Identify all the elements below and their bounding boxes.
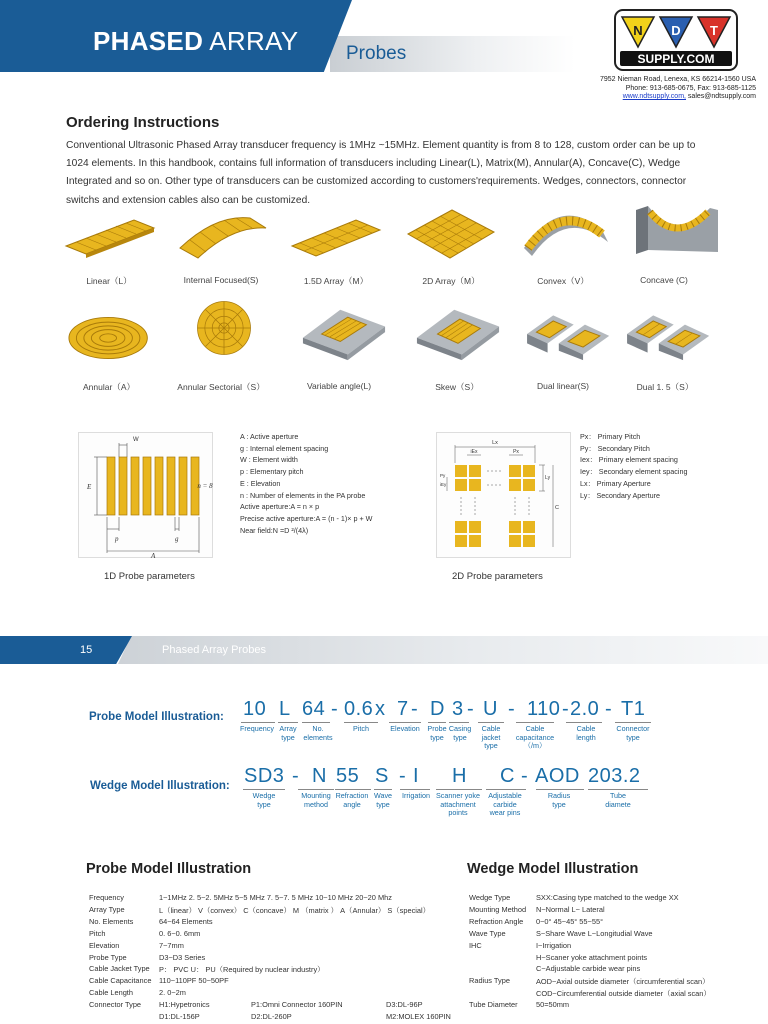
wedge-model-code-part: S — [375, 765, 389, 787]
wedge-model-label: Wedge Model Illustration: — [90, 780, 230, 792]
wedge-model-segment-label: Tube diamete — [605, 791, 631, 809]
wedge-table-row-value: 50=50mm — [536, 1000, 570, 1010]
probe-type-label: Annular（A） — [83, 382, 135, 392]
probe-model-code-part: 0.6 — [344, 698, 374, 720]
wedge-model-segment-label: Mounting method — [301, 791, 331, 809]
wedge-model-segment-label: Refraction angle — [335, 791, 369, 809]
probe-model-code-part: D — [430, 698, 445, 720]
probe-type-label: Convex（V） — [537, 276, 589, 286]
wedge-table-row-value: N~Normal L~ Lateral — [536, 904, 605, 914]
probe-model-label: Probe Model Illustration: — [89, 711, 224, 723]
lbl-2d-px: Px — [513, 449, 519, 455]
wedge-table-row-value: S~Share Wave L~Longitudial Wave — [536, 928, 653, 938]
probe-table-row-label: Cable Length — [89, 988, 133, 998]
probe-model-code-underline — [302, 722, 330, 723]
wedge-table-row-value: COD~Circumferential outside diameter（axial scan） — [536, 989, 711, 999]
wedge-model-code-underline — [374, 789, 392, 790]
wedge-model-segment-label: Wave type — [373, 791, 393, 809]
probe-type-label: Skew（S） — [435, 382, 479, 392]
wedge-model-code-part: AOD — [535, 765, 580, 787]
lbl-1d-w: W — [133, 437, 139, 443]
lbl-1d-e: E — [87, 483, 92, 491]
probe-model-code-underline — [344, 722, 378, 723]
ordering-title: Ordering Instructions — [66, 114, 220, 131]
lbl-2d-py: Py — [440, 473, 446, 478]
lbl-1d-n: n = 8 — [197, 482, 213, 490]
probe-model-code-part: 10 — [243, 698, 267, 720]
page-title: PHASED ARRAY — [93, 26, 299, 56]
probe-table-row-label: Array Type — [89, 904, 125, 914]
probe-model-code-underline — [241, 722, 275, 723]
wedge-model-code-underline — [486, 789, 526, 790]
probe-model-segment-label: Array type — [279, 724, 297, 742]
wedge-model-code-part: SD3 — [244, 765, 285, 787]
concave-icon — [628, 200, 724, 256]
wedge-table-row-label: Mounting Method — [469, 904, 527, 914]
wedge-table-row-value: 0~0° 45~45° 55~55° — [536, 916, 604, 926]
probe-model-code-part: - — [605, 698, 613, 720]
probe-model-code-part: 64 — [302, 698, 326, 720]
probe-model-code-part: L — [279, 698, 291, 720]
probe-table-row-value: D3~D3 Series — [159, 952, 206, 962]
ordering-body: Conventional Ultrasonic Phased Array transducer frequency is 1MHz ~15MHz. Element quantity is from 8 to 128, custom order can be up to 1024 elements. In this handbook, contains full information of transducers including Linear(L), Matrix(M), Annular(A), Concave(C), Wedge Integrated and so on. Other type of transducers can be customized according to customers'requirements. Wedges, connectors, connector switchs and extension cables also can be customized. — [66, 140, 696, 206]
probe-model-code-underline — [615, 722, 651, 723]
probe-table-row-label: Elevation — [89, 940, 120, 950]
probe-model-segment-label: Cable capacitance （/m） — [515, 724, 555, 750]
probe-model-code-part: 7 — [397, 698, 409, 720]
probe-model-code-underline — [478, 722, 504, 723]
probe-model-code-part: 2.0 — [570, 698, 600, 720]
probe-table-row-value: 2. 0~2m — [159, 988, 186, 998]
probe-table-row-value: 110~110PF 50~50PF — [159, 976, 229, 986]
wedge-model-segment-label: Irrigation — [402, 791, 430, 800]
probe-type-label: Concave (C) — [640, 275, 688, 285]
probe-model-code-part: - — [467, 698, 475, 720]
probe-table-row-value: 7~7mm — [159, 940, 184, 950]
dual-1-5-icon — [622, 306, 718, 362]
wedge-model-code-underline — [243, 789, 285, 790]
wedge-table-row-label: Wedge Type — [469, 893, 511, 902]
lbl-1d-p: p — [115, 535, 119, 543]
wedge-table-row-label: IHC — [469, 940, 482, 950]
lbl-2d-c: C — [555, 505, 559, 511]
probe-table-row-value: 0. 6~0. 6mm — [159, 928, 201, 938]
wedge-model-code-part: - — [292, 765, 300, 787]
skew-icon — [410, 306, 506, 362]
probe-table-row-value: D2:DL-260P — [251, 1012, 292, 1021]
params-2d-legend: Px： Primary Pitch Py： Secondary Pitch Iex： Primary element spacing Iey： Secondary element spacing Lx： Primary Aperture Ly： Secondary Aperture — [580, 432, 688, 500]
probe-table-row-label: No. Elements — [89, 916, 134, 926]
probe-table-row-value: 1~1MHz 2. 5~2. 5MHz 5~5 MHz 7. 5~7. 5 MHz 10~10 MHz 20~20 Mhz — [159, 893, 392, 902]
probe-model-code-underline — [278, 722, 298, 723]
wedge-table-row-label: Radius Type — [469, 976, 510, 986]
wedge-model-code-part: - — [399, 765, 407, 787]
probe-model-code-part: 110 — [527, 698, 561, 720]
wedge-model-code-underline — [298, 789, 334, 790]
page-band-number-bar — [0, 636, 132, 664]
probe-table-row-value: P1:Omni Connector 160PIN — [251, 1000, 343, 1010]
annular-icon — [62, 310, 158, 366]
wedge-model-segment-label: Adjustable carbide wear pins — [488, 791, 522, 817]
probe-model-code-part: - — [508, 698, 516, 720]
wedge-model-code-part: 55 — [336, 765, 360, 787]
wedge-table-row-label: Wave Type — [469, 928, 506, 938]
logo-l2: D — [671, 23, 681, 38]
variable-angle-icon — [296, 306, 392, 362]
probe-table-row-value: L（linear） V（convex） C（concave） M （matrix ） A（Annular） S（special） — [159, 905, 431, 915]
probe-type-label: 2D Array（M） — [422, 276, 480, 286]
probe-table-row-value: D3:DL-96P — [386, 1000, 423, 1010]
probe-table-row-value: 64~64 Elements — [159, 916, 213, 926]
probe-model-code-underline — [428, 722, 446, 723]
page-band-title: Phased Array Probes — [162, 644, 266, 656]
probe-type-label: Linear（L） — [86, 276, 132, 286]
probe-model-code-underline — [566, 722, 602, 723]
wedge-model-code-underline — [536, 789, 584, 790]
page-subtitle: Probes — [346, 43, 407, 64]
probe-model-code-part: 3 — [452, 698, 464, 720]
lbl-2d-iey: iEy — [440, 482, 447, 487]
wedge-model-code-part: - — [521, 765, 529, 787]
probe-table-row-value: P： PVC U： PU（Required by nuclear industry） — [159, 965, 325, 975]
wedge-table-row-label: Refraction Angle — [469, 916, 524, 926]
probe-table-title: Probe Model Illustration — [86, 861, 252, 877]
wedge-model-code-underline — [335, 789, 371, 790]
probe-model-code-underline — [449, 722, 469, 723]
wedge-model-segment-label: Scanner yoke attachment points — [436, 791, 480, 817]
lbl-1d-a: A — [151, 552, 156, 559]
params-2d-caption: 2D Probe parameters — [452, 571, 543, 582]
probe-model-code-underline — [516, 722, 554, 723]
probe-table-row-label: Cable Capacitance — [89, 976, 152, 986]
lbl-2d-ly: Ly — [545, 475, 551, 481]
lbl-1d-g: g — [175, 535, 179, 543]
company-address: 7952 Nieman Road, Lenexa, KS 66214-1560 USA Phone: 913-685-0675, Fax: 913-685-1125 www.ndtsupply.com, sales@ndtsupply.com — [599, 76, 756, 100]
params-1d-legend: A : Active aperture g : Internal element spacing W : Element width p : Elementary pitch E : Elevation n : Number of elements in the PA probe Active aperture:A = n × p Precise active aperture:A = (n - 1)× p + W Near field:N =D ²/(4λ) — [240, 432, 373, 535]
convex-icon — [518, 200, 614, 256]
probe-model-code-part: x — [375, 698, 386, 720]
linear-array-icon — [62, 208, 158, 264]
probe-table-row-value: H1:Hypetronics — [159, 1000, 210, 1010]
wedge-model-code-part: I — [413, 765, 420, 787]
wedge-table-row-value: SXX:Casing type matched to the wedge XX — [536, 893, 679, 902]
probe-model-segment-label: Connector type — [616, 724, 650, 742]
array-2d-icon — [402, 206, 498, 262]
probe-1d-diagram — [78, 432, 213, 558]
probe-2d-diagram — [436, 432, 571, 558]
probe-model-segment-label: Probe type — [427, 724, 447, 742]
wedge-table-row-value: H~Scaner yoke attachment points — [536, 952, 648, 962]
probe-model-code-underline — [389, 722, 421, 723]
dual-linear-icon — [522, 306, 618, 362]
wedge-table-title: Wedge Model Illustration — [467, 861, 639, 877]
probe-type-label: Internal Focused(S) — [183, 275, 259, 285]
probe-model-segment-label: Casing type — [448, 724, 472, 742]
probe-model-code-part: - — [331, 698, 339, 720]
probe-model-code-part: T1 — [621, 698, 646, 720]
logo-sub: SUPPLY.COM — [637, 52, 715, 66]
probe-model-segment-label: Cable jacket type — [481, 724, 501, 750]
probe-type-label: Dual 1. 5（S） — [636, 382, 694, 392]
website-link[interactable]: www.ndtsupply.com, — [622, 93, 686, 100]
probe-table-row-value: D1:DL-156P — [159, 1012, 200, 1021]
wedge-model-segment-label: Radius type — [547, 791, 571, 809]
wedge-table-row-value: C~Adjustable carbide wear pins — [536, 964, 641, 974]
wedge-model-code-part: N — [312, 765, 327, 787]
probe-model-segment-label: Frequency — [240, 724, 274, 733]
wedge-model-segment-label: Wedge type — [252, 791, 276, 809]
probe-table-row-value: M2:MOLEX 160PIN — [386, 1012, 451, 1021]
wedge-table-row-label: Tube Diameter — [469, 1000, 518, 1010]
probe-model-segment-label: Elevation — [390, 724, 420, 733]
probe-type-label: Annular Sectorial（S） — [177, 382, 265, 392]
wedge-model-code-part: H — [452, 765, 467, 787]
probe-model-segment-label: Pitch — [353, 724, 369, 733]
probe-model-code-part: - — [411, 698, 419, 720]
logo-l1: N — [633, 23, 643, 38]
wedge-model-code-underline — [400, 789, 430, 790]
wedge-table-row-value: AOD~Axial outside diameter（circumferential scan） — [536, 977, 710, 987]
lbl-2d-lx: Lx — [492, 440, 498, 446]
probe-table-row-label: Pitch — [89, 928, 106, 938]
wedge-model-code-underline — [436, 789, 482, 790]
lbl-2d-iex: iEx — [470, 449, 478, 455]
annular-sectorial-icon — [176, 300, 272, 356]
logo-l3: T — [710, 23, 718, 38]
wedge-table-row-value: I~Irrigation — [536, 940, 572, 950]
page-number: 15 — [80, 644, 93, 656]
probe-model-segment-label: Cable length — [576, 724, 596, 742]
wedge-model-code-part: 203.2 — [588, 765, 641, 787]
probe-model-segment-label: No. elements — [303, 724, 333, 742]
internal-focused-icon — [176, 208, 272, 264]
probe-table-row-label: Frequency — [89, 893, 124, 902]
probe-table-row-label: Cable Jacket Type — [89, 964, 150, 974]
probe-model-code-part: - — [562, 698, 570, 720]
ndt-supply-logo — [614, 9, 738, 71]
probe-type-label: 1.5D Array（M） — [303, 276, 369, 286]
array-1-5d-icon — [288, 208, 384, 264]
probe-table-row-label: Connector Type — [89, 1000, 142, 1010]
probe-table-row-label: Probe Type — [89, 952, 127, 962]
wedge-model-code-part: C — [500, 765, 515, 787]
params-1d-caption: 1D Probe parameters — [104, 571, 195, 582]
probe-model-code-part: U — [483, 698, 498, 720]
wedge-model-code-underline — [588, 789, 648, 790]
probe-type-label: Variable angle(L) — [306, 381, 372, 391]
probe-type-label: Dual linear(S) — [537, 381, 589, 391]
